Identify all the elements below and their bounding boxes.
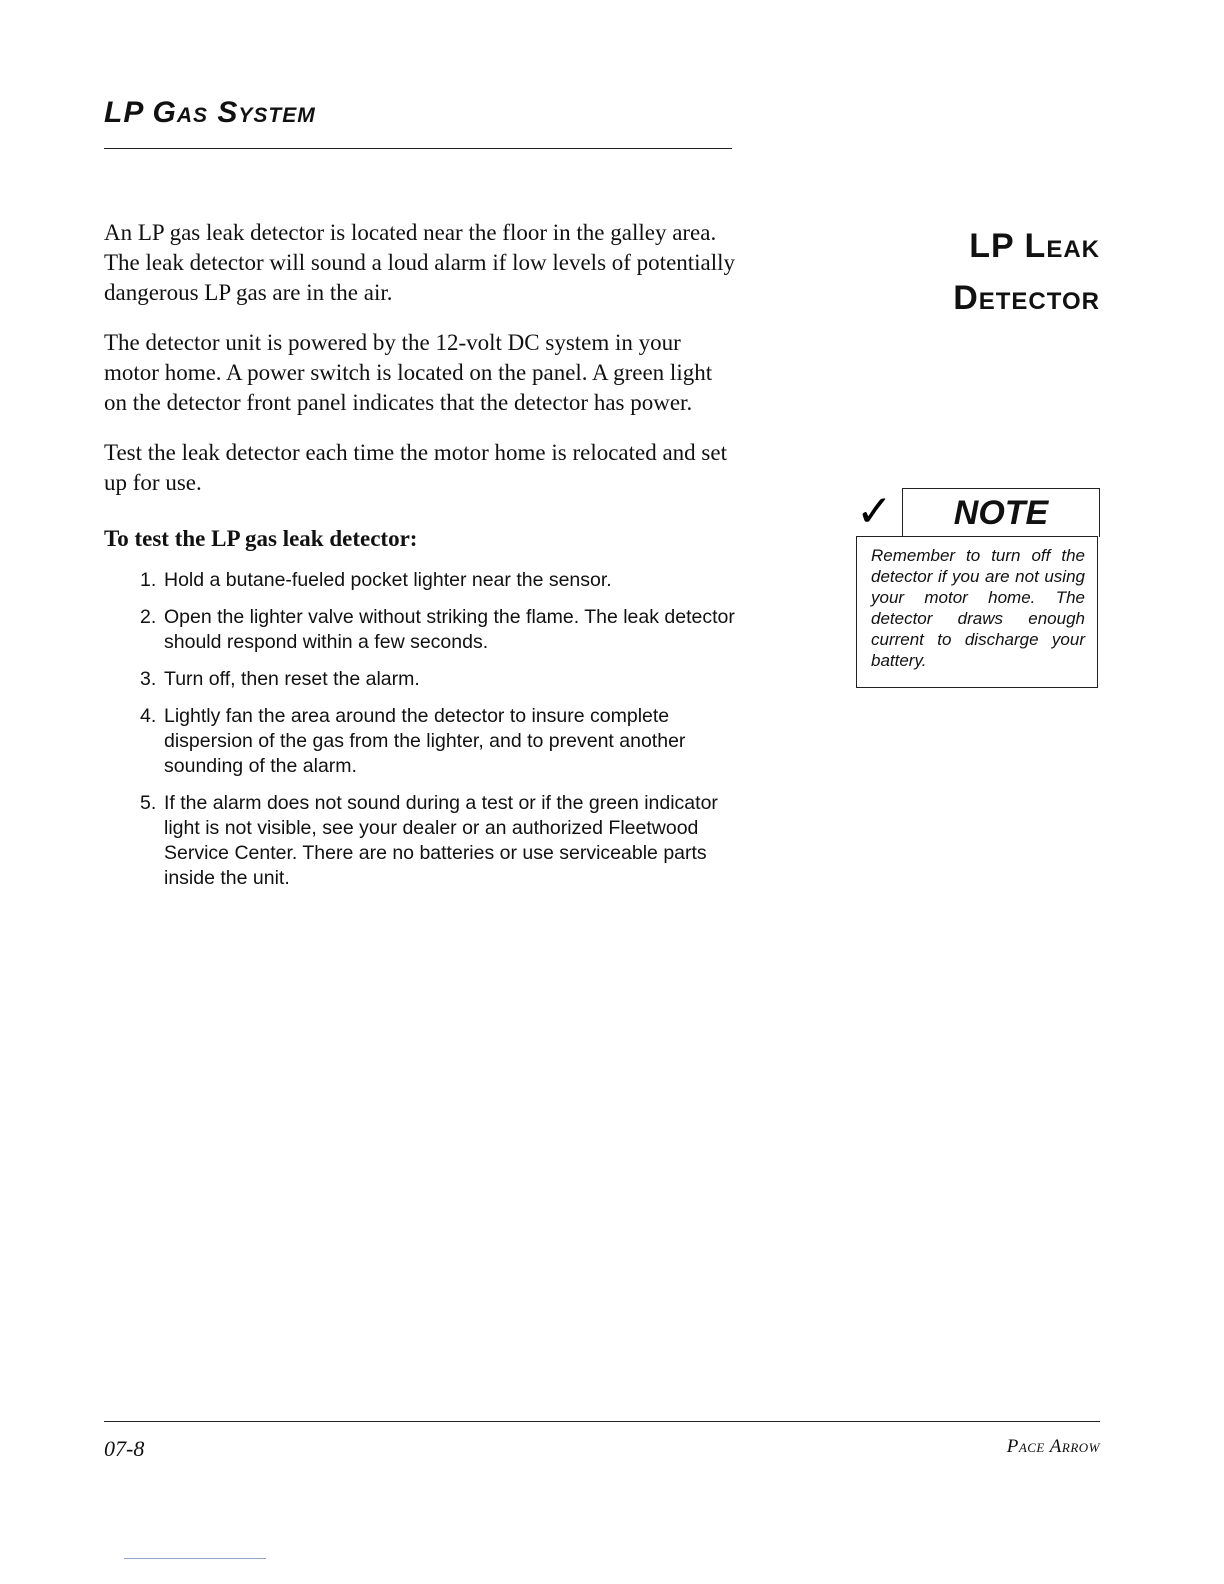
body-column: [104, 218, 736, 903]
step-text: Lightly fan the area around the detector to insure complete dispersion of the gas from the lighter, and to prevent another sounding of the alarm.: [164, 705, 686, 777]
note-title-box: [902, 488, 1100, 537]
checkmark-icon: ✓: [856, 486, 893, 537]
step-text: Open the lighter valve without striking the flame. The leak detector should respond within a few seconds.: [164, 606, 735, 653]
side-heading-line-1: LP Leak: [969, 227, 1100, 265]
procedure-step: [104, 568, 736, 593]
header-rule: [104, 148, 732, 149]
step-number: 1.: [140, 569, 157, 591]
footer-rule: [104, 1421, 1100, 1422]
scan-artifact-line: [124, 1558, 266, 1559]
note-title: NOTE: [953, 494, 1049, 532]
step-number: 4.: [140, 705, 157, 727]
procedure-heading: To test the LP gas leak detector:: [104, 526, 418, 551]
note-text: Remember to turn off the detector if you are not using your motor home. The detector draws enough current to discharge your battery.: [871, 546, 1085, 670]
step-text: If the alarm does not sound during a test or if the green indicator light is not visible, see your dealer or an authorized Fleetwood Service Center. There are no batteries or use serviceable parts inside the unit.: [164, 792, 718, 889]
procedure-step: [104, 791, 736, 891]
side-heading-line-2: Detector: [953, 279, 1100, 317]
power-paragraph: The detector unit is powered by the 12-volt DC system in your motor home. A power switch is located on the panel. A green light on the detector front panel indicates that the detector has power.: [104, 330, 713, 415]
procedure-step: [104, 667, 736, 692]
step-text: Hold a butane-fueled pocket lighter near the sensor.: [164, 569, 612, 591]
manual-name: Pace Arrow: [1006, 1436, 1100, 1457]
note-callout: [856, 488, 1100, 689]
page-header-title: LP Gas System: [104, 96, 316, 129]
note-body-box: [856, 536, 1098, 688]
step-number: 3.: [140, 668, 157, 690]
step-number: 5.: [140, 792, 157, 814]
intro-paragraph: An LP gas leak detector is located near the floor in the galley area. The leak detector will sound a loud alarm if low levels of potentially dangerous LP gas are in the air.: [104, 220, 736, 305]
procedure-step: [104, 605, 736, 655]
procedure-steps: [104, 568, 736, 891]
step-number: 2.: [140, 606, 157, 628]
page-number: 07-8: [104, 1436, 145, 1461]
section-side-heading: [953, 220, 1100, 324]
procedure-step: [104, 704, 736, 779]
test-paragraph: Test the leak detector each time the motor home is relocated and set up for use.: [104, 440, 727, 495]
step-text: Turn off, then reset the alarm.: [164, 668, 420, 690]
